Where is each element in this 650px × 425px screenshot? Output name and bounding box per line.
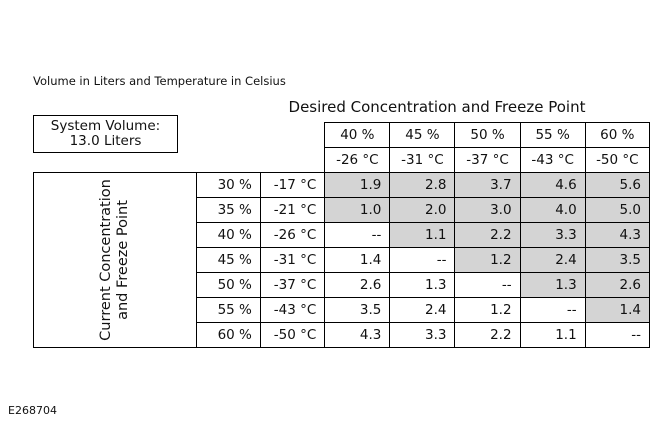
- coolant-volume-table: [33, 122, 650, 348]
- current-freeze-point-cell: -26 °C: [260, 223, 324, 248]
- volume-cell: 1.1: [520, 323, 585, 348]
- current-freeze-point-cell: -50 °C: [260, 323, 324, 348]
- volume-cell: --: [390, 248, 455, 273]
- volume-cell: 1.4: [585, 298, 649, 323]
- volume-cell: 3.5: [585, 248, 649, 273]
- current-label-line1: Current Concentration: [97, 179, 114, 341]
- volume-cell: 2.6: [585, 273, 649, 298]
- volume-cell: 4.6: [520, 173, 585, 198]
- desired-freeze-point-cell: -31 °C: [390, 148, 455, 173]
- system-volume-label: System Volume:: [50, 118, 161, 134]
- desired-freeze-point-cell: -50 °C: [585, 148, 649, 173]
- desired-freeze-point-cell: -37 °C: [455, 148, 520, 173]
- current-freeze-point-cell: -43 °C: [260, 298, 324, 323]
- figure-id: E268704: [8, 404, 57, 417]
- system-volume-box: [33, 115, 178, 153]
- current-freeze-point-cell: -21 °C: [260, 198, 324, 223]
- volume-cell: --: [325, 223, 390, 248]
- current-concentration-cell: 55 %: [196, 298, 260, 323]
- volume-cell: 1.3: [390, 273, 455, 298]
- volume-cell: 3.3: [520, 223, 585, 248]
- current-concentration-cell: 35 %: [196, 198, 260, 223]
- desired-concentration-cell: 40 %: [325, 123, 390, 148]
- volume-cell: --: [520, 298, 585, 323]
- current-concentration-cell: 30 %: [196, 173, 260, 198]
- volume-cell: 1.0: [325, 198, 390, 223]
- volume-cell: 2.8: [390, 173, 455, 198]
- system-volume-value: 13.0 Liters: [69, 133, 142, 149]
- current-freeze-point-cell: -31 °C: [260, 248, 324, 273]
- volume-cell: 1.4: [325, 248, 390, 273]
- volume-cell: 5.0: [585, 198, 649, 223]
- volume-cell: 2.4: [390, 298, 455, 323]
- volume-cell: 3.5: [325, 298, 390, 323]
- current-concentration-cell: 40 %: [196, 223, 260, 248]
- volume-cell: 3.0: [455, 198, 520, 223]
- desired-concentration-cell: 55 %: [520, 123, 585, 148]
- volume-cell: 2.0: [390, 198, 455, 223]
- current-concentration-label-cell: [34, 173, 197, 348]
- desired-freeze-point-cell: -26 °C: [325, 148, 390, 173]
- volume-cell: 4.3: [585, 223, 649, 248]
- volume-cell: 5.6: [585, 173, 649, 198]
- volume-cell: 3.7: [455, 173, 520, 198]
- volume-cell: 2.4: [520, 248, 585, 273]
- current-concentration-label: [98, 179, 132, 341]
- volume-cell: 1.2: [455, 298, 520, 323]
- desired-concentration-cell: 45 %: [390, 123, 455, 148]
- table-row: [34, 173, 650, 198]
- volume-cell: 1.3: [520, 273, 585, 298]
- volume-cell: 1.2: [455, 248, 520, 273]
- table-caption: Volume in Liters and Temperature in Celsius: [33, 74, 286, 88]
- volume-cell: 2.2: [455, 323, 520, 348]
- volume-cell: --: [455, 273, 520, 298]
- current-freeze-point-cell: -37 °C: [260, 273, 324, 298]
- volume-cell: 4.0: [520, 198, 585, 223]
- desired-concentration-cell: 50 %: [455, 123, 520, 148]
- desired-freeze-point-cell: -43 °C: [520, 148, 585, 173]
- current-concentration-cell: 60 %: [196, 323, 260, 348]
- current-freeze-point-cell: -17 °C: [260, 173, 324, 198]
- volume-cell: --: [585, 323, 649, 348]
- volume-cell: 3.3: [390, 323, 455, 348]
- volume-cell: 2.6: [325, 273, 390, 298]
- current-label-line2: and Freeze Point: [114, 200, 131, 320]
- volume-cell: 4.3: [325, 323, 390, 348]
- volume-cell: 1.1: [390, 223, 455, 248]
- current-concentration-cell: 45 %: [196, 248, 260, 273]
- desired-concentration-cell: 60 %: [585, 123, 649, 148]
- volume-cell: 1.9: [325, 173, 390, 198]
- volume-cell: 2.2: [455, 223, 520, 248]
- desired-concentration-header: Desired Concentration and Freeze Point: [288, 98, 586, 116]
- current-concentration-cell: 50 %: [196, 273, 260, 298]
